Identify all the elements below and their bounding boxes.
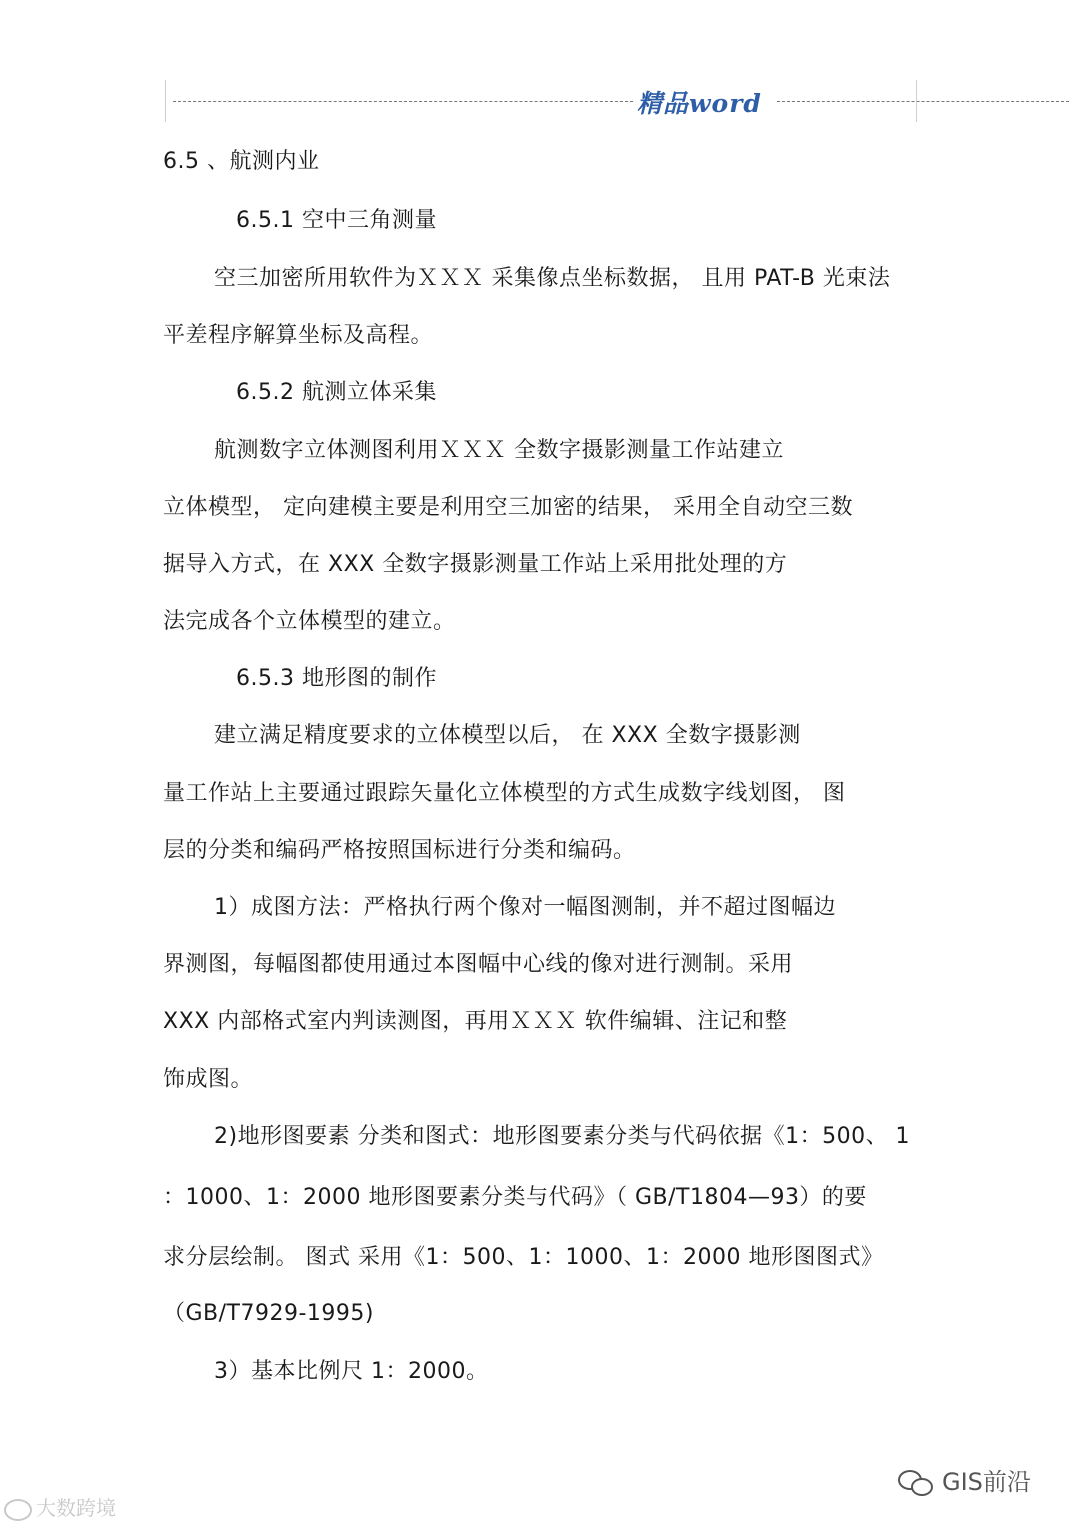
paragraph-line: 建立满足精度要求的立体模型以后， 在 XXX 全数字摄影测 — [214, 723, 801, 748]
paragraph-line: 饰成图。 — [163, 1067, 254, 1092]
paragraph-line: 求分层绘制。 图式 采用《1：500、1：1000、1：2000 地形图图式》 — [163, 1245, 884, 1270]
paragraph-line: （GB/T7929-1995) — [163, 1301, 374, 1326]
paragraph-line: 空三加密所用软件为ＸＸＸ 采集像点坐标数据， 且用 PAT-B 光束法 — [214, 266, 891, 291]
header-left-rule — [165, 80, 166, 122]
watermark-logo-icon — [4, 1499, 32, 1521]
header-right-rule — [916, 80, 917, 122]
wechat-icon — [898, 1468, 936, 1498]
page-header — [165, 80, 917, 122]
paragraph-line: ：1000、1：2000 地形图要素分类与代码》（ GB/T1804—93）的要 — [163, 1185, 867, 1210]
subsection-heading-6-5-1: 6.5.1 空中三角测量 — [236, 208, 437, 233]
watermark-left-text: 大数跨境 — [36, 1496, 116, 1520]
watermark-right-text: GIS前沿 — [942, 1468, 1031, 1496]
paragraph-line: 量工作站上主要通过跟踪矢量化立体模型的方式生成数字线划图， 图 — [163, 781, 846, 806]
section-heading-6-5: 6.5 、航测内业 — [163, 149, 320, 174]
paragraph-line: 立体模型， 定向建模主要是利用空三加密的结果， 采用全自动空三数 — [163, 495, 853, 520]
paragraph-line: XXX 内部格式室内判读测图，再用ＸＸＸ 软件编辑、注记和整 — [163, 1009, 788, 1034]
header-dashed-line-right — [777, 101, 1069, 102]
watermark-left — [4, 1492, 116, 1521]
watermark-right — [898, 1462, 1031, 1498]
header-dashed-line-left — [173, 101, 633, 102]
paragraph-line: 平差程序解算坐标及高程。 — [163, 323, 434, 348]
paragraph-line: 层的分类和编码严格按照国标进行分类和编码。 — [163, 838, 636, 863]
list-item-1: 1）成图方法：严格执行两个像对一幅图测制，并不超过图幅边 — [214, 895, 836, 920]
subsection-heading-6-5-2: 6.5.2 航测立体采集 — [236, 380, 437, 405]
paragraph-line: 界测图，每幅图都使用通过本图幅中心线的像对进行测制。采用 — [163, 952, 794, 977]
paragraph-line: 航测数字立体测图利用ＸＸＸ 全数字摄影测量工作站建立 — [214, 438, 784, 463]
paragraph-line: 法完成各个立体模型的建立。 — [163, 609, 456, 634]
paragraph-line: 据导入方式，在 XXX 全数字摄影测量工作站上采用批处理的方 — [163, 552, 788, 577]
subsection-heading-6-5-3: 6.5.3 地形图的制作 — [236, 666, 437, 691]
list-item-2: 2)地形图要素 分类和图式：地形图要素分类与代码依据《1：500、 1 — [214, 1124, 911, 1149]
list-item-3: 3）基本比例尺 1：2000。 — [214, 1359, 489, 1384]
header-logo: 精品word — [637, 89, 762, 118]
